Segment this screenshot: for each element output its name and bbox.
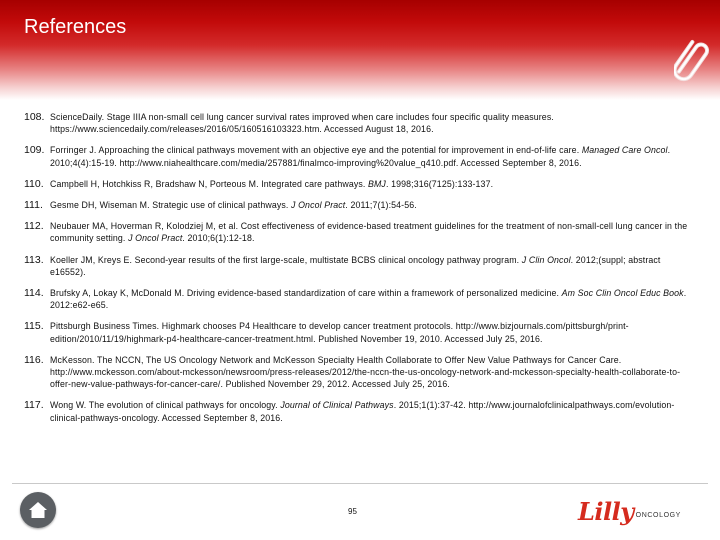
reference-text	[50, 111, 688, 135]
reference-segment: . 2011;7(1):54-56.	[345, 200, 417, 211]
reference-number: 116.	[24, 353, 44, 366]
reference-segment: . 2015;1(1):37-42. http://www.journalofclinicalpathways.com/evolution-clinical-pathways-oncology. Accessed September 8, 2016.	[50, 400, 675, 423]
reference-item	[24, 399, 688, 423]
lilly-oncology-logo	[578, 497, 681, 526]
header-banner	[0, 0, 720, 100]
reference-text	[50, 354, 688, 391]
reference-item	[24, 220, 688, 244]
reference-item	[24, 178, 688, 190]
reference-segment: Neubauer MA, Hoverman R, Kolodziej M, et al. Cost effectiveness of evidence-based treatment guidelines for the treatment of non-small-cell lung cancer in the community setting.	[50, 221, 688, 244]
reference-segment: . 2010;4(4):15-19. http://www.niahealthcare.com/media/257881/finalmco-improving%20value_q410.pdf. Accessed September 8, 2016.	[50, 145, 671, 168]
reference-number: 111.	[24, 199, 43, 212]
reference-journal: Managed Care Oncol	[581, 145, 668, 156]
reference-segment: Pittsburgh Business Times. Highmark chooses P4 Healthcare to develop cancer treatment protocols. http://www.bizjournals.com/pittsburgh/print-edition/2010/11/19/highmark-p4-healthcare-cancer-treatment.html. Published November 19, 2010. Accessed July 25, 2016.	[50, 321, 629, 344]
reference-journal: BMJ	[368, 178, 386, 189]
reference-segment: Forringer J. Approaching the clinical pathways movement with an objective eye and the potential for improvement in end-of-life care.	[50, 145, 582, 156]
reference-text	[50, 399, 688, 423]
footer-divider	[12, 483, 708, 484]
reference-segment: McKesson. The NCCN, The US Oncology Network and McKesson Specialty Health Collaborate to Offer New Value Pathways for Cancer Care. http://www.mckesson.com/about-mckesson/newsroom/press-releases/2012/the-nccn-the-us-oncology-network-and-mckesson-specialty-health-collaborate-to-offer-new-value-pathways-for-cancer-care/. Published November 29, 2012. Accessed July 25, 2016.	[50, 354, 681, 390]
reference-text	[50, 254, 688, 278]
reference-segment: Koeller JM, Kreys E. Second-year results of the first large-scale, multistate BCBS clinical oncology pathway program.	[50, 254, 522, 265]
reference-segment: Campbell H, Hotchkiss R, Bradshaw N, Porteous M. Integrated care pathways.	[50, 178, 368, 189]
reference-number: 115.	[24, 320, 44, 333]
reference-journal: Am Soc Clin Oncol Educ Book	[561, 288, 684, 299]
reference-text	[50, 144, 688, 168]
reference-number: 112.	[24, 220, 44, 233]
reference-number: 109.	[24, 144, 45, 157]
home-icon	[28, 500, 48, 520]
reference-segment: ScienceDaily. Stage IIIA non-small cell lung cancer survival rates improved when care includes four specific quality measures. https://www.sciencedaily.com/releases/2016/05/160516103323.htm. Accessed August 18, 2016.	[50, 112, 554, 135]
reference-number: 113.	[24, 253, 44, 266]
lilly-logo-oncology: ONCOLOGY	[635, 512, 681, 520]
reference-text	[50, 287, 688, 311]
reference-journal: J Clin Oncol	[521, 254, 571, 265]
reference-segment: . 2012:e62-e65.	[50, 288, 687, 311]
lilly-logo-script: Lilly	[578, 497, 634, 526]
reference-segment: Gesme DH, Wiseman M. Strategic use of clinical pathways.	[50, 200, 292, 211]
reference-item	[24, 254, 688, 278]
reference-item	[24, 144, 688, 168]
reference-segment: . 2012;(suppl; abstract e16552).	[50, 254, 661, 277]
reference-number: 114.	[24, 287, 44, 300]
paperclip-icon	[674, 34, 712, 90]
reference-item	[24, 111, 688, 135]
reference-item	[24, 199, 688, 211]
references-list	[24, 111, 688, 433]
reference-text	[50, 199, 417, 211]
reference-journal: J Oncol Pract	[291, 200, 346, 211]
reference-journal: J Oncol Pract	[128, 233, 183, 244]
home-button[interactable]	[20, 492, 56, 528]
reference-number: 117.	[24, 399, 44, 412]
reference-text	[50, 320, 688, 344]
reference-item	[24, 287, 688, 311]
reference-segment: Wong W. The evolution of clinical pathways for oncology.	[50, 400, 281, 411]
page-number: 95	[348, 507, 357, 516]
reference-number: 110.	[24, 177, 44, 190]
page-title: References	[24, 16, 127, 38]
reference-journal: Journal of Clinical Pathways	[280, 400, 394, 411]
reference-item	[24, 320, 688, 344]
reference-segment: . 2010;6(1):12-18.	[182, 233, 255, 244]
reference-segment: Brufsky A, Lokay K, McDonald M. Driving evidence-based standardization of care within a framework of personalized medicine.	[50, 288, 562, 299]
reference-number: 108.	[24, 111, 45, 123]
reference-segment: . 1998;316(7125):133-137.	[385, 178, 494, 189]
footer	[0, 483, 720, 540]
reference-text	[50, 178, 493, 190]
reference-text	[50, 220, 688, 244]
reference-item	[24, 354, 688, 391]
